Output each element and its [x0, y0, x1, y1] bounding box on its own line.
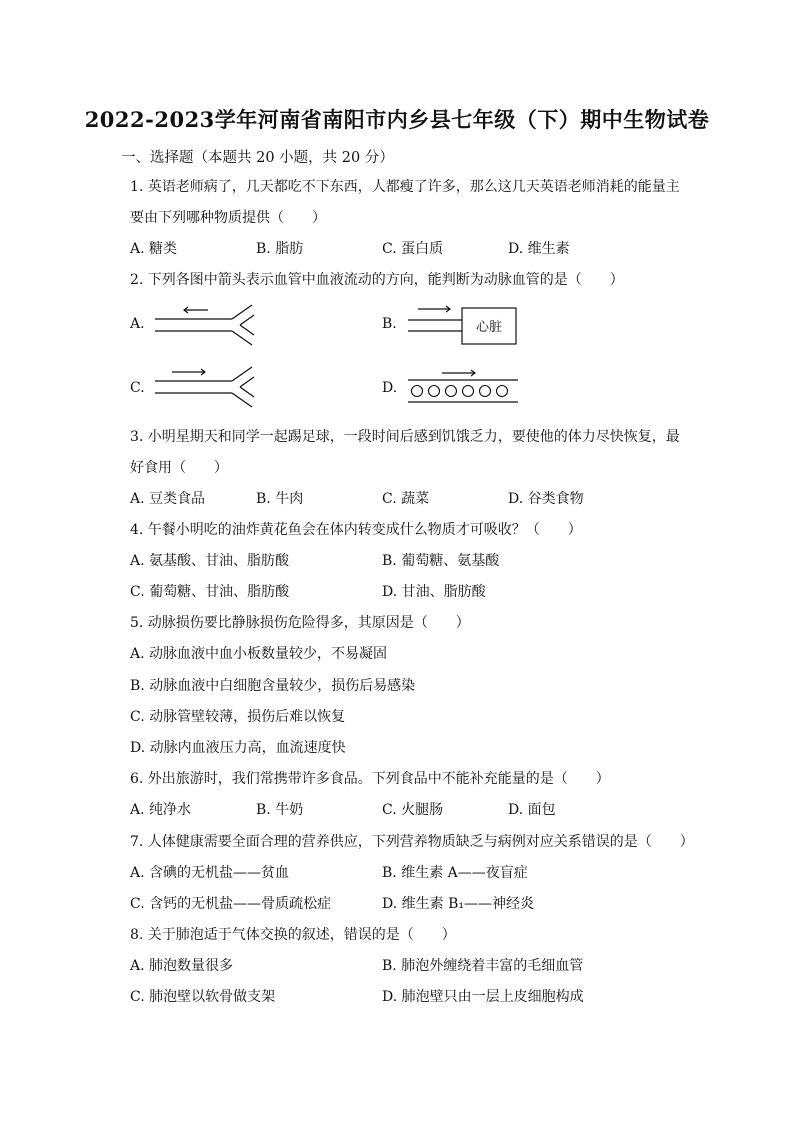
branch-upper-outer — [232, 367, 252, 381]
q2-diagram-c — [150, 362, 260, 414]
q5-option-a: A. 动脉血液中血小板数量较少，不易凝固 — [130, 646, 388, 662]
q1-option-a: A. 糖类 — [130, 241, 178, 257]
branch-lower-outer — [232, 393, 252, 407]
branch-lower-inner — [240, 325, 254, 335]
q2-label-a: A. — [130, 316, 145, 332]
page-title: 2022-2023学年河南省南阳市内乡县七年级（下）期中生物试卷 — [84, 107, 710, 132]
branch-upper-inner — [240, 377, 254, 387]
heart-label: 心脏 — [475, 320, 503, 335]
branch-lower-inner — [240, 387, 254, 397]
q6-option-d: D. 面包 — [508, 802, 556, 818]
q5-stem: 5. 动脉损伤要比静脉损伤危险得多，其原因是（ ） — [130, 615, 470, 631]
section-heading: 一、选择题（本题共 20 小题，共 20 分） — [121, 150, 394, 166]
q1-stem-line2: 要由下列哪种物质提供（ ） — [130, 210, 326, 226]
q4-option-b: B. 葡萄糖、氨基酸 — [382, 553, 500, 569]
blood-cell-icon — [480, 386, 491, 397]
q2-label-b: B. — [382, 316, 397, 332]
q1-option-c: C. 蛋白质 — [382, 241, 444, 257]
q2-stem: 2. 下列各图中箭头表示血管中血液流动的方向，能判断为动脉血管的是（ ） — [130, 272, 624, 288]
q2-label-d: D. — [382, 380, 398, 396]
q5-option-d: D. 动脉内血液压力高，血流速度快 — [130, 740, 346, 756]
blood-cell-icon — [412, 386, 423, 397]
q2-diagram-b — [400, 300, 520, 350]
q8-option-c: C. 肺泡壁以软骨做支架 — [130, 989, 276, 1005]
q7-option-b: B. 维生素 A——夜盲症 — [382, 865, 528, 881]
blood-cell-icon — [497, 386, 508, 397]
q3-option-b: B. 牛肉 — [256, 491, 304, 507]
q1-option-d: D. 维生素 — [508, 241, 570, 257]
q4-stem: 4. 午餐小明吃的油炸黄花鱼会在体内转变成什么物质才可吸收？（ ） — [130, 522, 582, 538]
q5-option-c: C. 动脉管壁较薄，损伤后难以恢复 — [130, 709, 346, 725]
branch-lower-outer — [232, 331, 252, 345]
q3-stem-line1: 3. 小明星期天和同学一起踢足球，一段时间后感到饥饿乏力，要使他的体力尽快恢复，最 — [130, 429, 680, 445]
q2-diagram-d — [400, 364, 525, 408]
q5-option-b: B. 动脉血液中白细胞含量较少，损伤后易感染 — [130, 678, 416, 694]
q8-option-b: B. 肺泡外缠绕着丰富的毛细血管 — [382, 958, 584, 974]
q3-option-a: A. 豆类食品 — [130, 491, 206, 507]
q4-option-c: C. 葡萄糖、甘油、脂肪酸 — [130, 584, 290, 600]
q7-option-a: A. 含碘的无机盐——贫血 — [130, 865, 290, 881]
q8-option-a: A. 肺泡数量很多 — [130, 958, 234, 974]
q6-option-b: B. 牛奶 — [256, 802, 304, 818]
q6-option-a: A. 纯净水 — [130, 802, 192, 818]
q8-option-d: D. 肺泡壁只由一层上皮细胞构成 — [382, 989, 584, 1005]
blood-cell-icon — [446, 386, 457, 397]
q4-option-d: D. 甘油、脂肪酸 — [382, 584, 486, 600]
q2-label-c: C. — [130, 380, 145, 396]
q6-option-c: C. 火腿肠 — [382, 802, 444, 818]
q3-option-c: C. 蔬菜 — [382, 491, 430, 507]
q7-option-d: D. 维生素 B₁——神经炎 — [382, 896, 534, 912]
q4-option-a: A. 氨基酸、甘油、脂肪酸 — [130, 553, 290, 569]
q3-stem-line2: 好食用（ ） — [130, 460, 228, 476]
branch-upper-outer — [232, 305, 252, 319]
blood-cell-icon — [429, 386, 440, 397]
q1-stem-line1: 1. 英语老师病了，几天都吃不下东西，人都瘦了许多，那么这几天英语老师消耗的能量主 — [130, 179, 680, 195]
q7-stem: 7. 人体健康需要全面合理的营养供应，下列营养物质缺乏与病例对应关系错误的是（ ） — [130, 834, 694, 850]
q6-stem: 6. 外出旅游时，我们常携带许多食品。下列食品中不能补充能量的是（ ） — [130, 771, 610, 787]
q7-option-c: C. 含钙的无机盐——骨质疏松症 — [130, 896, 332, 912]
q3-option-d: D. 谷类食物 — [508, 491, 584, 507]
blood-cell-icon — [463, 386, 474, 397]
q8-stem: 8. 关于肺泡适于气体交换的叙述，错误的是（ ） — [130, 927, 456, 943]
q1-option-b: B. 脂肪 — [256, 241, 304, 257]
branch-upper-inner — [240, 315, 254, 325]
q2-diagram-a — [150, 300, 260, 352]
